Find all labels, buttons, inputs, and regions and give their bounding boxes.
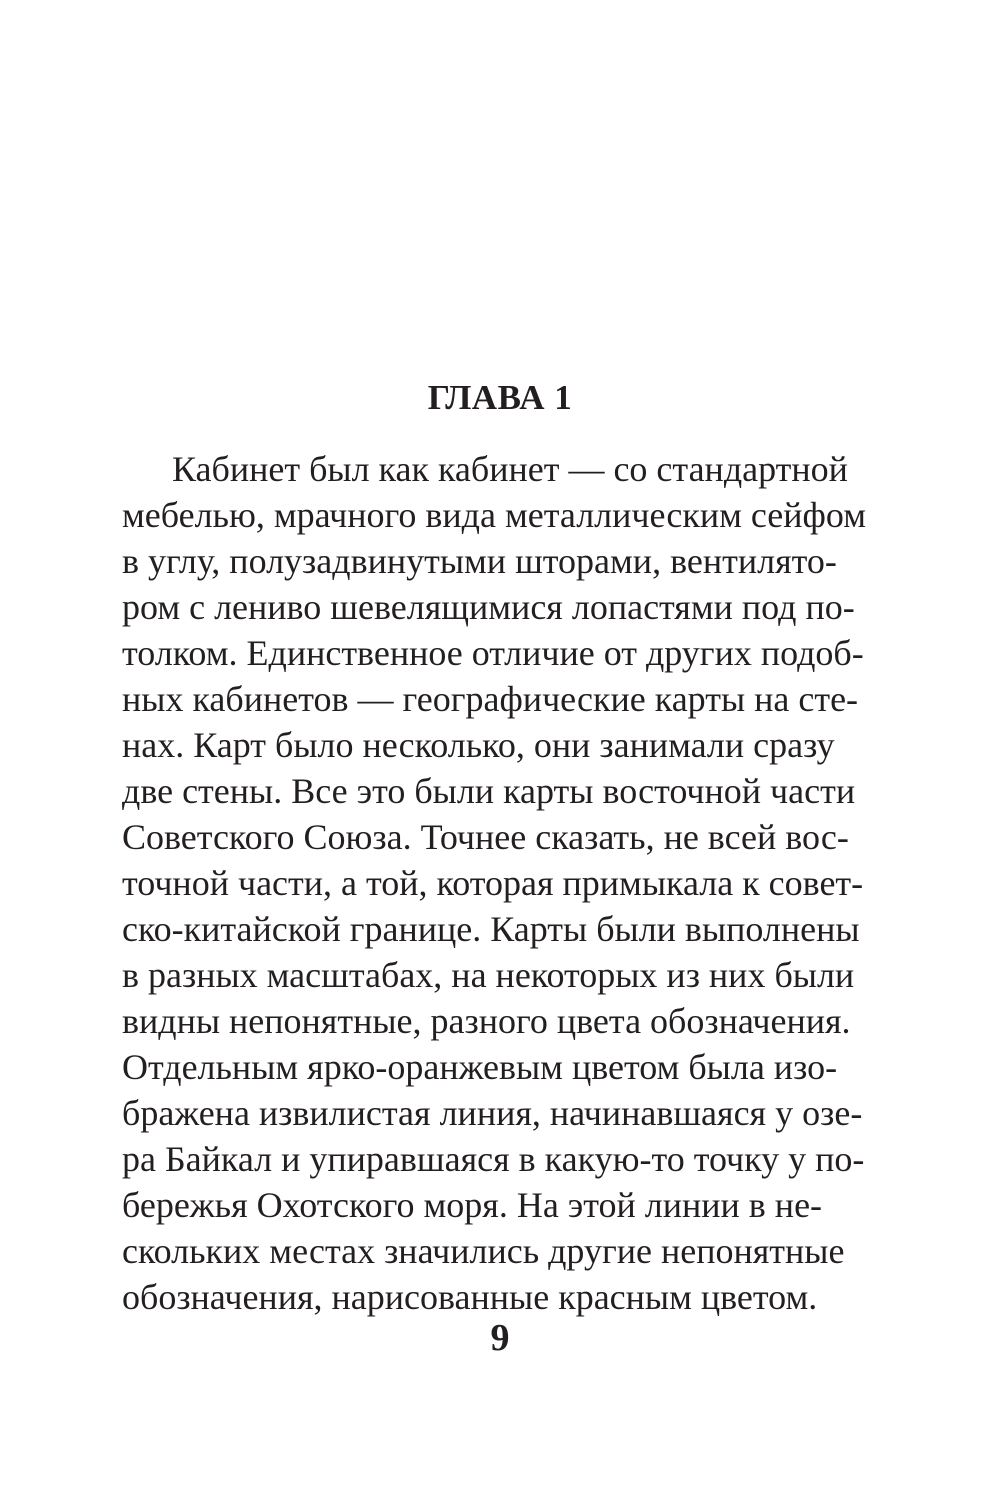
- text-line: мебелью, мрачного вида металлическим сейфом: [122, 495, 866, 535]
- text-line: скольких местах значились другие непонятные: [122, 1231, 845, 1271]
- text-line: ра Байкал и упиравшаяся в какую-то точку у по-: [122, 1139, 865, 1179]
- text-line: две стены. Все это были карты восточной части: [122, 771, 856, 811]
- text-line: Советского Союза. Точнее сказать, не всей вос-: [122, 817, 849, 857]
- text-line: в углу, полузадвинутыми шторами, вентилято-: [122, 541, 837, 581]
- text-line: обозначения, нарисованные красным цветом.: [122, 1277, 818, 1317]
- text-line: ром с лениво шевелящимися лопастями под по-: [122, 587, 855, 627]
- text-line: ных кабинетов — географические карты на сте-: [122, 679, 859, 719]
- text-line: Кабинет был как кабинет — со стандартной: [172, 449, 848, 489]
- text-line: толком. Единственное отличие от других подоб-: [122, 633, 864, 673]
- text-line: нах. Карт было несколько, они занимали сразу: [122, 725, 835, 765]
- text-line: бережья Охотского моря. На этой линии в не-: [122, 1185, 823, 1225]
- text-line: бражена извилистая линия, начинавшаяся у озе-: [122, 1093, 863, 1133]
- chapter-title: ГЛАВА 1: [427, 378, 573, 417]
- text-line: видны непонятные, разного цвета обозначения.: [122, 1001, 851, 1041]
- page-number: 9: [490, 1317, 510, 1359]
- text-line: ско-китайской границе. Карты были выполнены: [122, 909, 860, 949]
- text-line: точной части, а той, которая примыкала к совет-: [122, 863, 864, 903]
- text-line: в разных масштабах, на некоторых из них были: [122, 955, 855, 995]
- text-line: Отдельным ярко-оранжевым цветом была изо-: [122, 1047, 838, 1087]
